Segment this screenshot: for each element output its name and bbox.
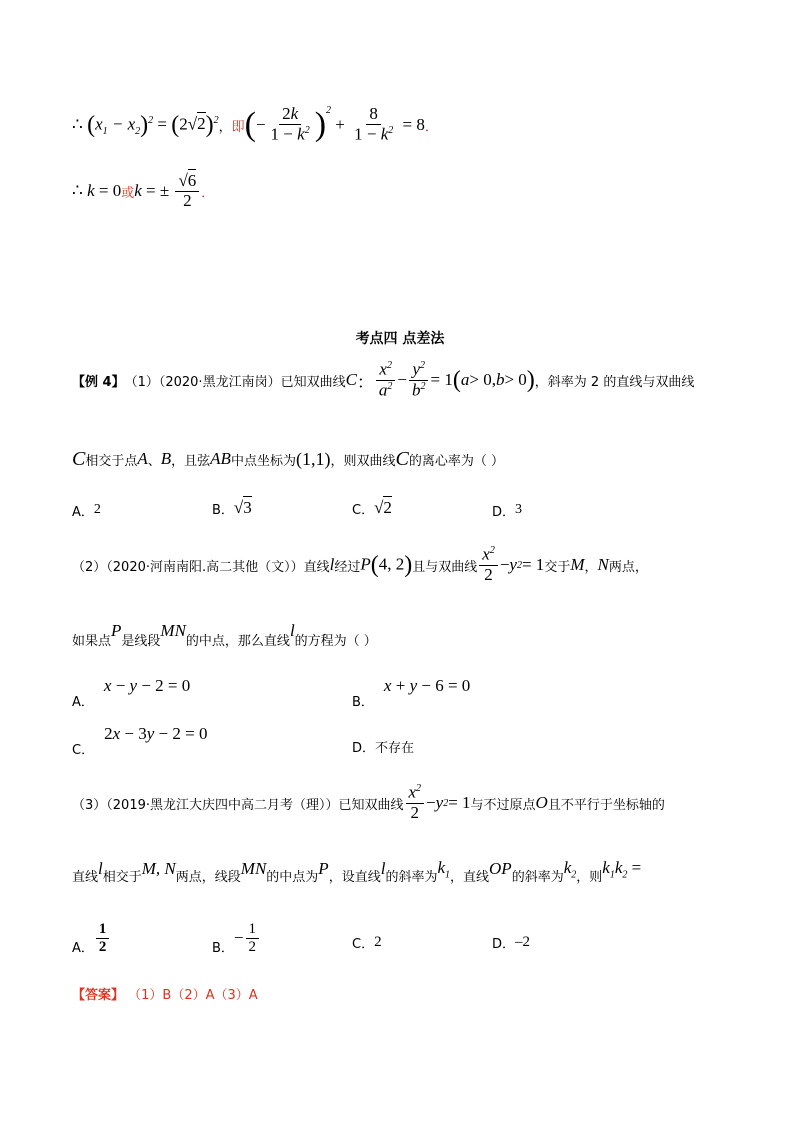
formula-line-2	[72, 162, 214, 220]
q1-option-d[interactable]: D． 3	[492, 502, 523, 520]
formula-line-1	[72, 100, 438, 150]
q3-line-2: 直线 l 相交于 M, N 两点，线段 MN 的中点为 P ，设直线 l 的斜率为 $k_1$ ，直线 OP 的斜率为 $k_2$ ，则 $k_1k_2$ =	[72, 857, 642, 885]
formula-k-pm: k = ± $\frac{√6}{2}$	[134, 172, 201, 210]
answer-text: （1）B（2）A（3）A	[128, 988, 258, 1003]
answer-tag: 【答案】	[72, 988, 125, 1003]
answer-line	[72, 984, 258, 1003]
q1-option-b[interactable]: B． √3	[212, 498, 252, 518]
section-title: 考点四 点差法	[355, 331, 445, 347]
q1-option-c[interactable]: C． √2	[352, 498, 392, 518]
comma: ，	[218, 119, 232, 135]
q3-option-d[interactable]: D． –2	[492, 933, 531, 952]
q3-line-1: （3）（2019·黑龙江大庆四中高二月考（理））已知双曲线 $\frac{x^2}{2}$ − y 2 = 1 与不过原点 O 且不平行于坐标轴的	[72, 783, 665, 822]
q3-option-b[interactable]: B． − $\frac{1}{2}$	[212, 918, 261, 958]
word-ji: 即	[231, 119, 245, 135]
formula-k-zero: k = 0	[87, 181, 122, 200]
word-or: 或	[121, 185, 135, 201]
q1-option-a[interactable]: A． 2	[72, 502, 101, 520]
q2-line-2: 如果点 P 是线段 MN 的中点，那么直线 l 的方程为（ ）	[72, 621, 377, 649]
q2-option-a[interactable]: A． x − y − 2 = 0	[72, 676, 191, 710]
period-2: ．	[201, 185, 215, 201]
q2-option-b[interactable]: B． x + y − 6 = 0	[352, 676, 471, 710]
q1-source: （1）（2020·黑龙江南岗）已知双曲线	[124, 374, 346, 390]
q2-line-1: （2）（2020·河南南阳.高二其他（文））直线 l 经过 P(4, 2) 且与双曲线 $\frac{x^2}{2}$ − y 2 = 1 交于 M ， N 两点，	[72, 545, 648, 584]
period: ．	[424, 119, 438, 135]
q2-option-c[interactable]: C． 2x − 3y − 2 = 0	[72, 724, 208, 758]
q1-line-2: C 相交于点 A 、 B ，且弦 AB 中点坐标为 (1,1) ，则双曲线 C 的离心率为（ ）	[72, 447, 504, 470]
q3-option-c[interactable]: C． 2	[352, 933, 382, 952]
q3-option-a[interactable]: A． $\frac{1}{2}$	[72, 918, 111, 958]
therefore-symbol-2: ∴	[72, 181, 88, 200]
formula-k-equation: ( − $\frac{2k}{1 - k^2}$ ) $^2$ + $\frac{8}{1 - k^2}$ = 8	[244, 104, 425, 144]
q1-after-eq: ，斜率为 2 的直线与双曲线	[534, 374, 695, 390]
q2-option-d[interactable]: D．不存在	[352, 741, 415, 756]
formula-x-diff: $(x_1 - x_2)^2 = (2√2)^2$	[87, 111, 219, 138]
q1-hyperbola: C ： $\frac{x^2}{a^2}$ − $\frac{y^2}{b^2}$ = 1 ( a > 0, b > 0 )	[345, 359, 535, 400]
q1-line-1	[72, 354, 694, 406]
therefore-symbol: ∴	[72, 115, 88, 134]
example-tag: 【例 4】	[72, 374, 125, 390]
